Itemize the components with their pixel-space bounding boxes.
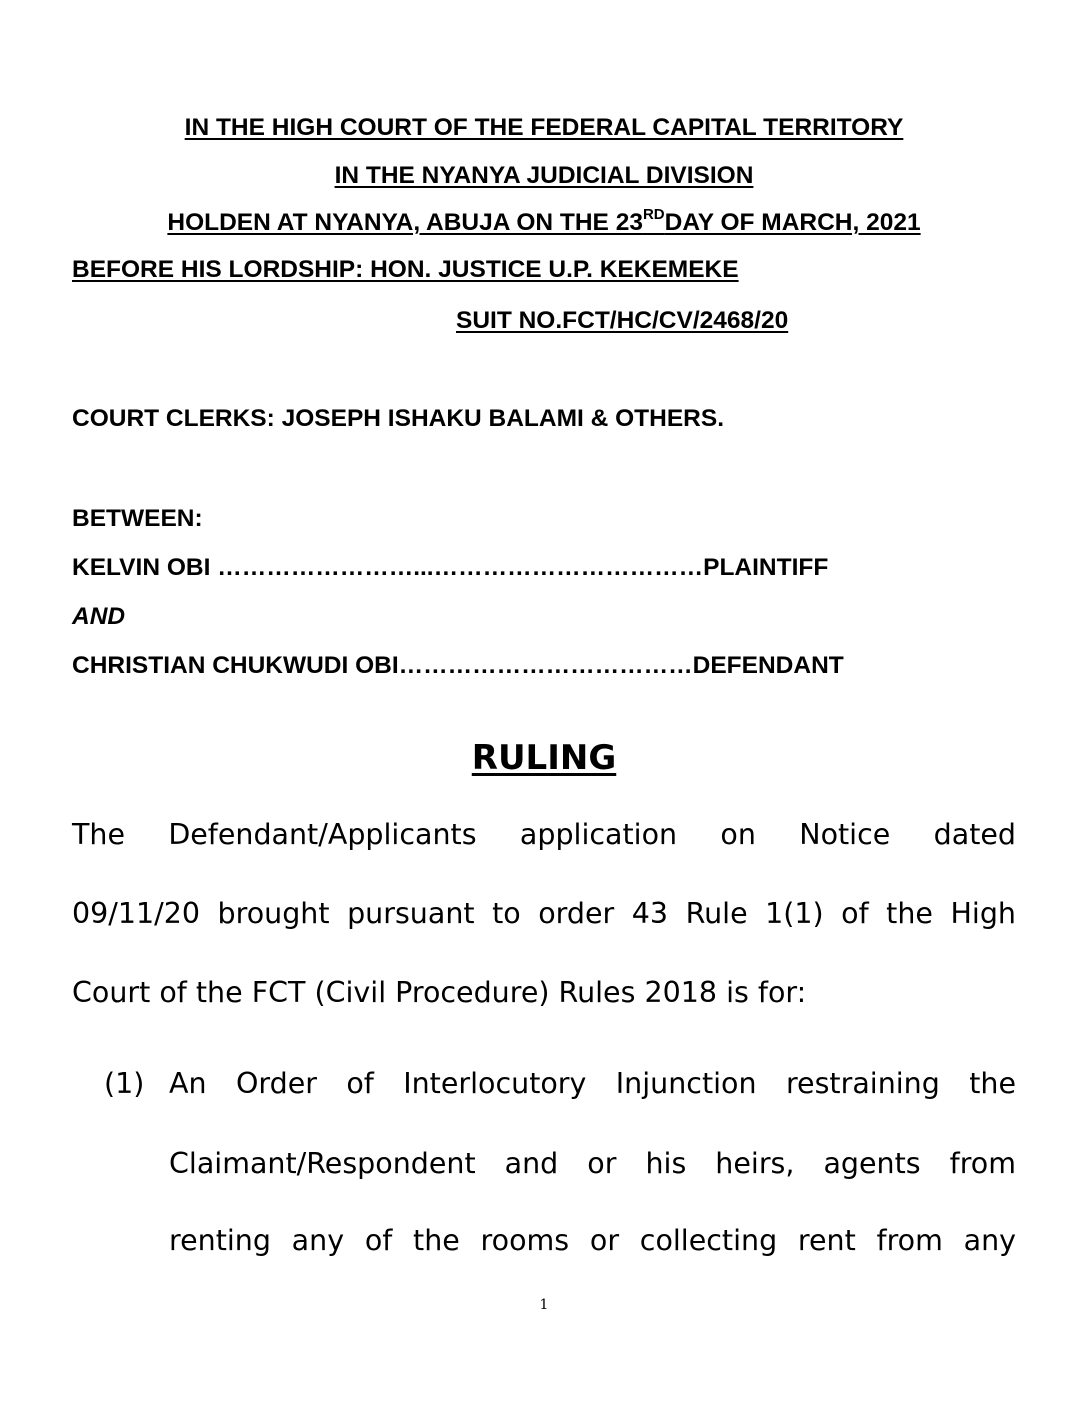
before-lordship: BEFORE HIS LORDSHIP: HON. JUSTICE U.P. KEKEMEKE [72,256,739,283]
holden-text: HOLDEN AT NYANYA, ABUJA ON THE 23 [167,209,643,236]
page-number: 1 [539,1297,549,1313]
and-label: AND [72,603,126,630]
judicial-division: IN THE NYANYA JUDICIAL DIVISION [334,162,754,189]
date-ordinal-suffix: RD [642,206,665,223]
between-label: BETWEEN: [72,505,203,532]
court-title: IN THE HIGH COURT OF THE FEDERAL CAPITAL TERRITORY [184,114,904,141]
suit-number: SUIT NO.FCT/HC/CV/2468/20 [456,307,789,334]
paragraph-line-3: Court of the FCT (Civil Procedure) Rules 2018 is for: [72,976,807,1009]
ruling-title: RULING [471,738,617,778]
holden-date-line [0,208,1088,241]
item-line-3: renting any of the rooms or collecting rent from any [169,1224,1016,1257]
item-line-1: An Order of Interlocutory Injunction restraining the [169,1067,1016,1100]
item-line-2: Claimant/Respondent and or his heirs, agents from [169,1147,1016,1180]
holden-date-text: DAY OF MARCH, 2021 [664,209,921,236]
plaintiff-line: KELVIN OBI ……………………...……………………………PLAINTIFF [72,554,829,581]
paragraph-line-2: 09/11/20 brought pursuant to order 43 Rule 1(1) of the High [72,897,1016,930]
defendant-line: CHRISTIAN CHUKWUDI OBI………………………………DEFENDANT [72,652,844,679]
item-number: (1) [104,1067,145,1100]
paragraph-line-1: The Defendant/Applicants application on Notice dated [72,818,1016,851]
court-clerks: COURT CLERKS: JOSEPH ISHAKU BALAMI & OTHERS. [72,405,725,432]
